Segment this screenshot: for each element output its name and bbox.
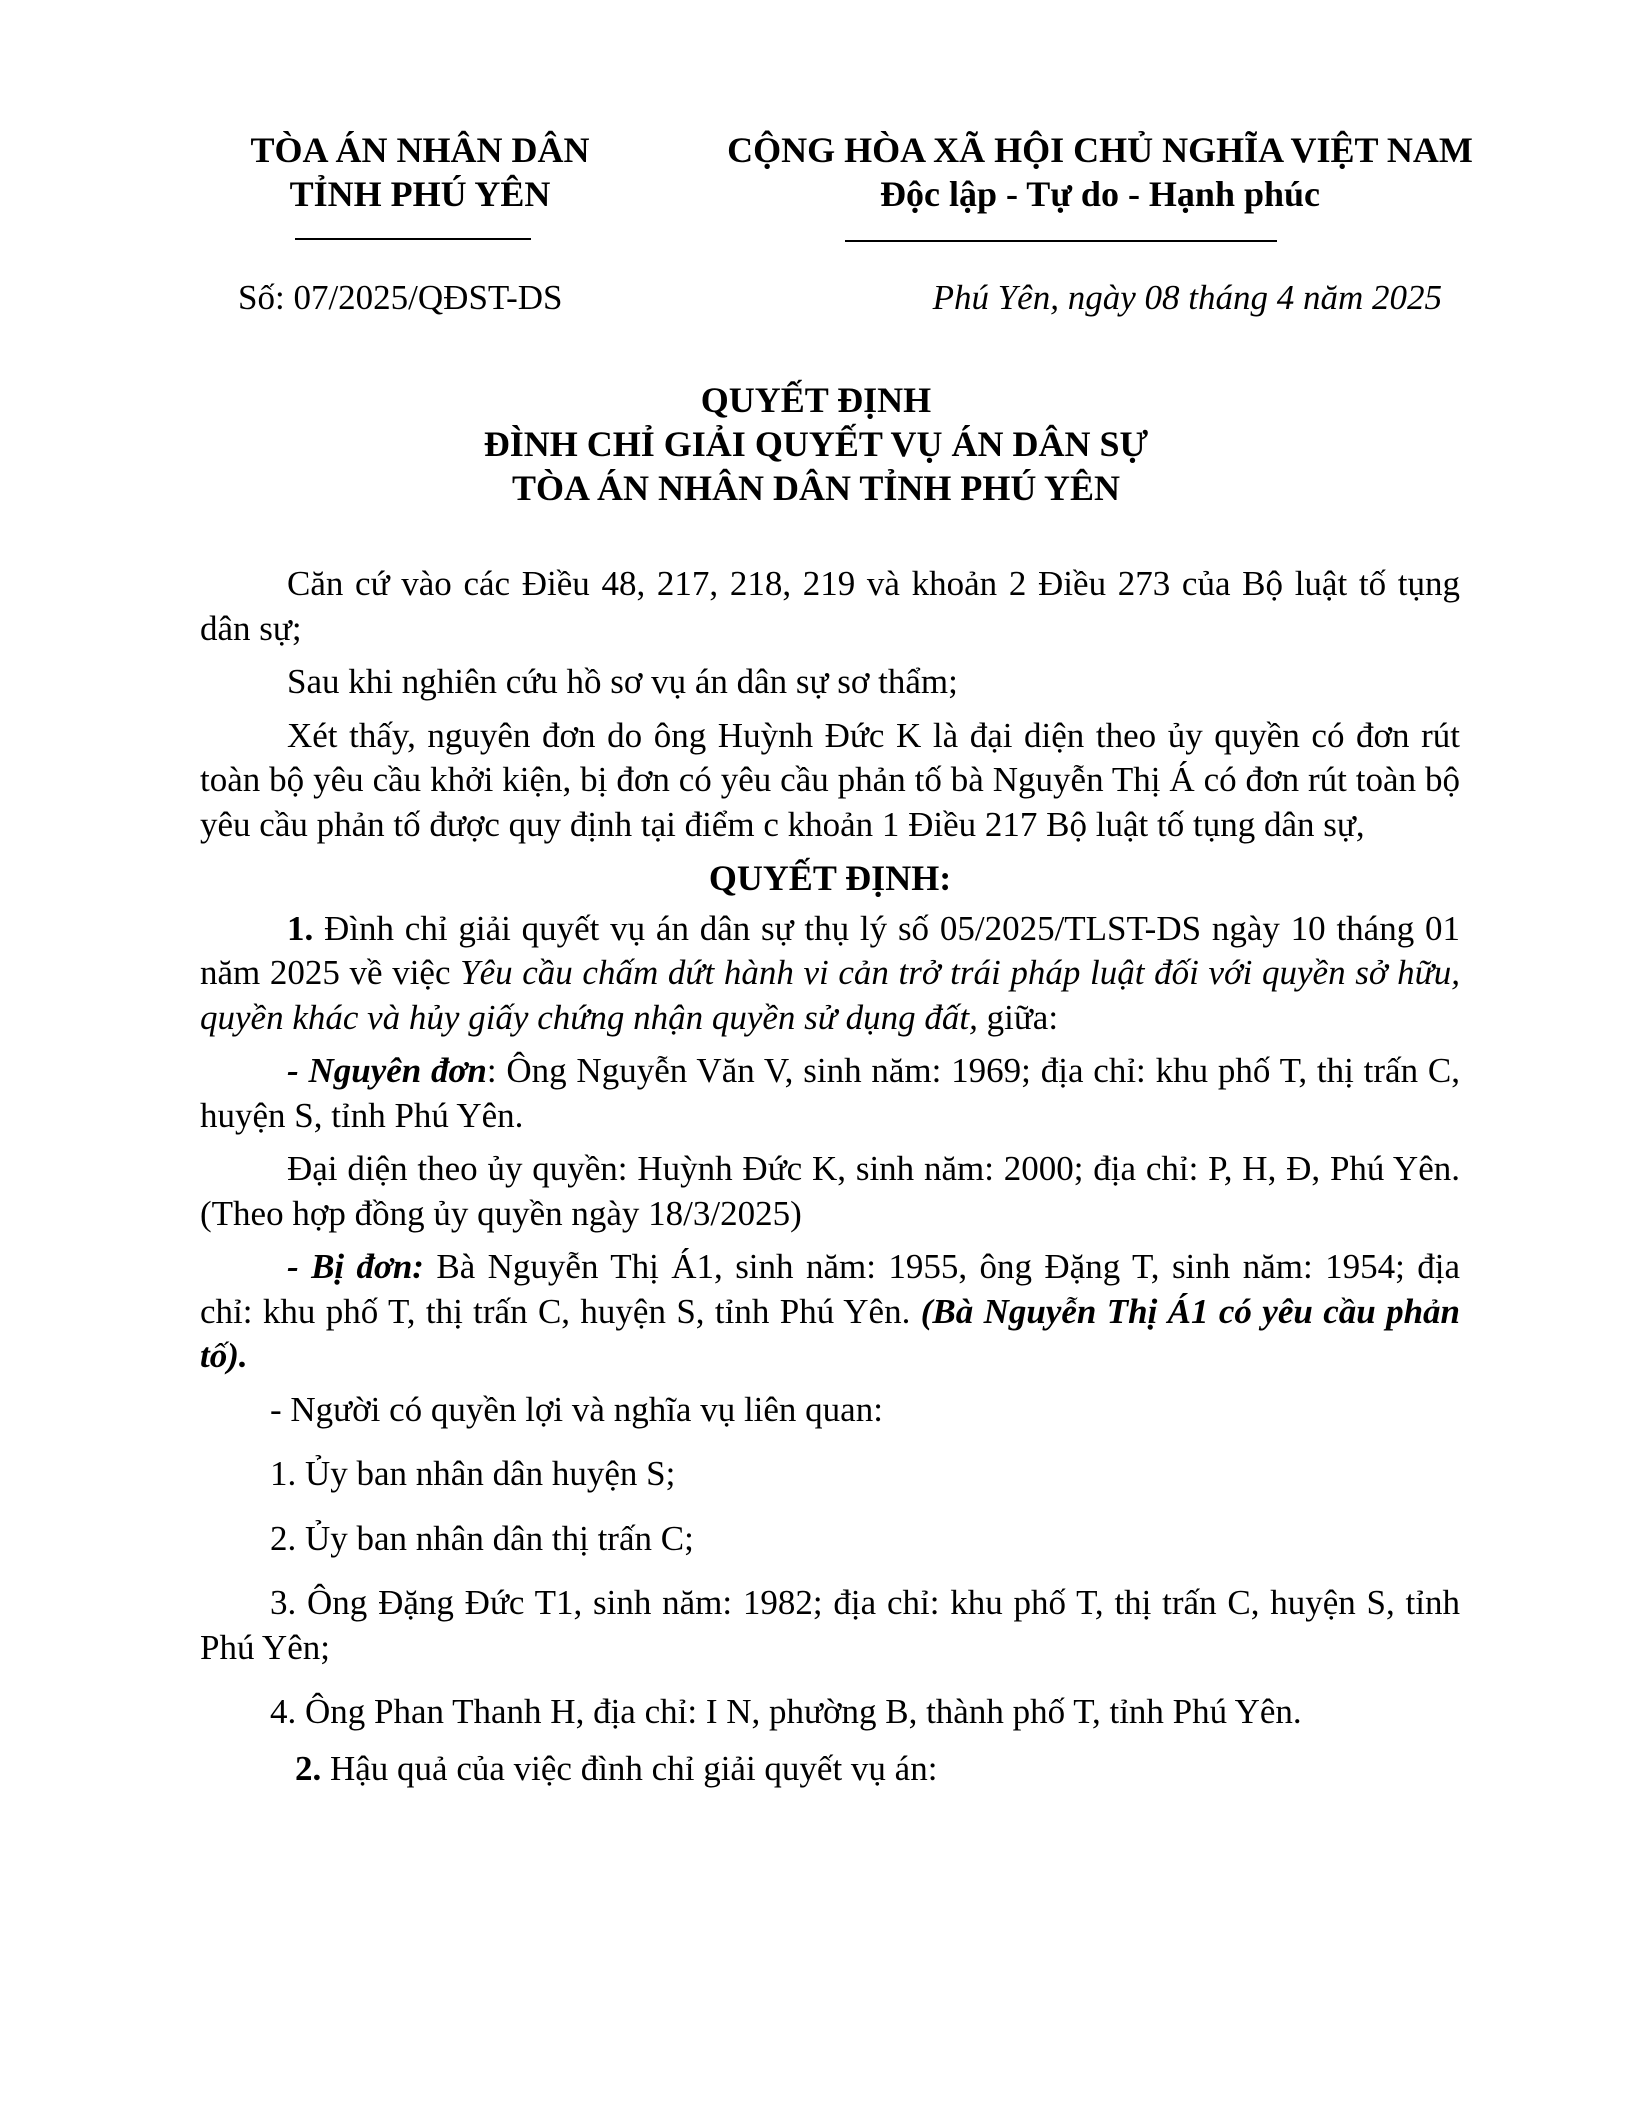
national-motto: Độc lập - Tự do - Hạnh phúc [879, 174, 1321, 214]
court-header [200, 128, 640, 216]
paragraph-legal-basis: Căn cứ vào các Điều 48, 217, 218, 219 và khoản 2 Điều 273 của Bộ luật tố tụng dân sự; [200, 564, 1460, 648]
related-parties-heading: - Người có quyền lợi và nghĩa vụ liên quan: [270, 1389, 883, 1429]
related-party-2: 2. Ủy ban nhân dân thị trấn C; [270, 1518, 694, 1558]
document-title [200, 378, 1432, 510]
item-2-number: 2. [295, 1748, 322, 1788]
representative-paragraph: Đại diện theo ủy quyền: Huỳnh Đức K, sinh năm: 2000; địa chỉ: P, H, Đ, Phú Yên. (Theo hợp đồng ủy quyền ngày 18/3/2025) [200, 1149, 1460, 1233]
item-1-number: 1. [287, 908, 314, 948]
decision-item-1 [200, 907, 1460, 1041]
plaintiff-text: : Ông Nguyễn Văn V, sinh năm: 1969; địa chỉ: khu phố T, thị trấn C, huyện S, tỉnh Phú Yên. [200, 1051, 1460, 1135]
national-title: CỘNG HÒA XÃ HỘI CHỦ NGHĨA VIỆT NAM [727, 130, 1473, 170]
related-party-1: 1. Ủy ban nhân dân huyện S; [270, 1454, 676, 1493]
related-party-3: 3. Ông Đặng Đức T1, sinh năm: 1982; địa chỉ: khu phố T, thị trấn C, huyện S, tỉnh Phú Yên; [200, 1583, 1460, 1667]
title-line-2: ĐÌNH CHỈ GIẢI QUYẾT VỤ ÁN DÂN SỰ [483, 424, 1149, 464]
item-1-case-subject: Yêu cầu chấm dứt hành vi cản trở trái pháp luật đối với quyền sở hữu, quyền khác và hủy giấy chứng nhận quyền sử dụng đất, [200, 953, 1460, 1037]
defendant-text: Bà Nguyễn Thị Á1, sinh năm: 1955, ông Đặng T, sinh năm: 1954; địa chỉ: khu phố T, thị trấn C, huyện S, tỉnh Phú Yên. [200, 1247, 1460, 1331]
document-body [200, 562, 1460, 1800]
court-name: TÒA ÁN NHÂN DÂN [250, 130, 590, 170]
place-date: Phú Yên, ngày 08 tháng 4 năm 2025 [932, 278, 1442, 317]
header-underline-right [845, 240, 1277, 242]
decision-heading: QUYẾT ĐỊNH: [708, 858, 952, 898]
paragraph-review: Sau khi nghiên cứu hồ sơ vụ án dân sự sơ thẩm; [287, 662, 958, 701]
document-number: Số: 07/2025/QĐST-DS [238, 278, 563, 317]
plaintiff-paragraph [200, 1049, 1460, 1138]
title-line-1: QUYẾT ĐỊNH [700, 380, 932, 420]
item-1-text-b: giữa: [977, 997, 1059, 1037]
title-line-3: TÒA ÁN NHÂN DÂN TỈNH PHÚ YÊN [511, 468, 1121, 508]
defendant-paragraph [200, 1245, 1460, 1379]
plaintiff-label: - Nguyên đơn [287, 1051, 487, 1090]
item-1-text-a: Đình chỉ giải quyết vụ án dân sự thụ lý số 05/2025/TLST-DS ngày 10 tháng 01 năm 2025 về việc [200, 908, 1460, 992]
court-province: TỈNH PHÚ YÊN [289, 174, 551, 214]
decision-item-2 [200, 1747, 1460, 1792]
item-2-text: Hậu quả của việc đình chỉ giải quyết vụ án: [321, 1748, 938, 1788]
defendant-note: (Bà Nguyễn Thị Á1 có yêu cầu phản tố). [200, 1291, 1460, 1375]
defendant-label: - Bị đơn: [287, 1247, 424, 1286]
header-underline-left [295, 238, 531, 240]
related-party-4: 4. Ông Phan Thanh H, địa chỉ: I N, phường B, thành phố T, tỉnh Phú Yên. [270, 1692, 1302, 1731]
national-header [690, 128, 1510, 216]
paragraph-considering: Xét thấy, nguyên đơn do ông Huỳnh Đức K là đại diện theo ủy quyền có đơn rút toàn bộ yêu cầu khởi kiện, bị đơn có yêu cầu phản tố bà Nguyễn Thị Á có đơn rút toàn bộ yêu cầu phản tố được quy định tại điểm c khoản 1 Điều 217 Bộ luật tố tụng dân sự, [200, 715, 1460, 844]
